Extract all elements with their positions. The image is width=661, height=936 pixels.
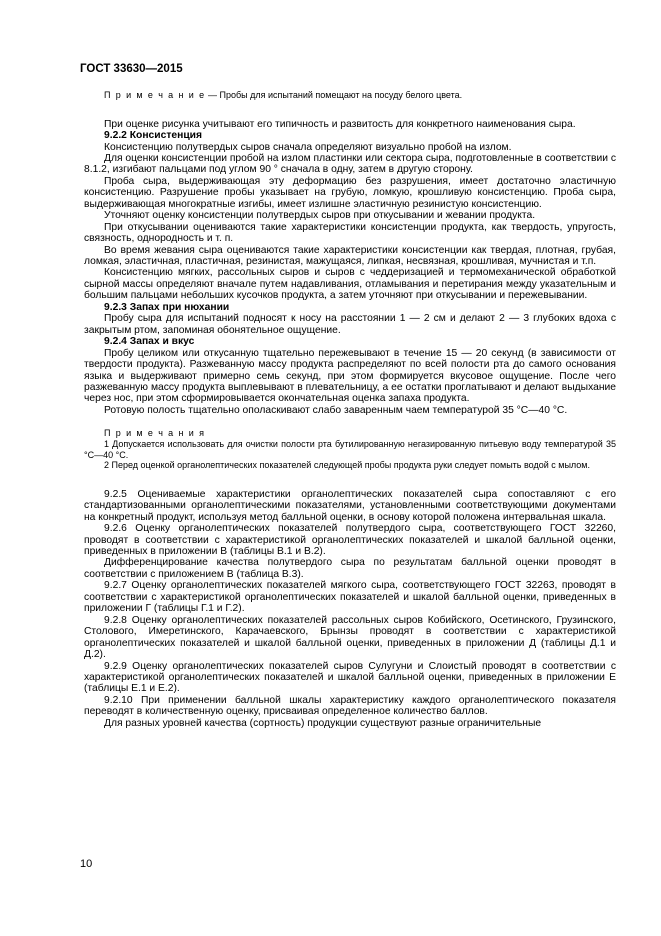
paragraph: Уточняют оценку консистенции полутвердых сыров при откусывании и жевании продукта. [104,210,536,222]
paragraph: Во время жевания сыра оцениваются такие характеристики консистенции как твердая, плотная, грубая, ломкая, эластичная, пластичная, резинистая, мажущаяся, липкая, несвязная, крошливая, мучнистая и т.п. [84,244,616,268]
paragraph: Для оценки консистенции пробой на излом пластинки или сектора сыра, подготовленные в соответствии с 8.1.2, изгибают пальцами под углом 90 ° сначала в одну, затем в другую сторону. [84,152,616,176]
notes-title: П р и м е ч а н и я [104,428,206,439]
note-top-label: П р и м е ч а н и е [104,90,206,100]
note-top [84,90,616,101]
note-item-2: 2 Перед оценкой органолептических показателей следующей пробы продукта руки следует помыть водой с мылом. [104,460,590,471]
paragraph: 9.2.6 Оценку органолептических показателей полутвердого сыра, соответствующего ГОСТ 32260, проводят в соответствии с характеристикой органолептических показателей и шкалой балльной оценки, приведенных в приложении В (таблицы В.1 и В.2). [84,523,616,558]
paragraph: Проба сыра, выдерживающая эту деформацию без разрушения, имеет достаточно эластичную консистенцию. Разрушение пробы указывает на грубую, ломкую, крошливую консистенцию. Проба сыра, выдерживающая многократные изгибы, имеет излишне эластичную резинистую консистенцию. [84,175,616,210]
page-number: 10 [80,858,93,870]
paragraph: 9.2.8 Оценку органолептических показателей рассольных сыров Кобийского, Осетинского, Грузинского, Столового, Имеретинского, Карачаевского, Брынзы проводят в соответствии с характеристикой органолептических показателей и шкалой балльной оценки, приведенных в приложении Д (таблицы Д.1 и Д.2). [84,614,616,661]
page-header: ГОСТ 33630—2015 [80,63,183,75]
section-heading-9-2-4: 9.2.4 Запах и вкус [104,336,195,348]
paragraph: 9.2.7 Оценку органолептических показателей мягкого сыра, соответствующего ГОСТ 32263, проводят в соответствии с характеристикой органолептических показателей и шкалой балльной оценки, приведенных в приложении Г (таблицы Г.1 и Г.2). [84,580,616,615]
paragraph: Консистенцию мягких, рассольных сыров и сыров с чеддеризацией и термомеханической обработкой сырной массы определяют вначале путем надавливания, отламывания и перетирания между указательным и большим пальцами небольших кусочков продукта, а затем уточняют при откусывании и пережевывании. [84,267,616,302]
paragraph: Пробу сыра для испытаний подносят к носу на расстоянии 1 — 2 см и делают 2 — 3 глубоких вдоха с закрытым ртом, запоминая обонятельное ощущение. [84,313,616,336]
section-heading-9-2-2: 9.2.2 Консистенция [104,130,202,142]
paragraph: 9.2.9 Оценку органолептических показателей сыров Сулугуни и Слоистый проводят в соответствии с характеристикой органолептических показателей и шкалой балльной оценки, приведенных в приложении Е (таблицы Е.1 и Е.2). [84,660,616,695]
note-item-1: 1 Допускается использовать для очистки полости рта бутилированную негазированную питьевую воду температурой 35 °С—40 °С. [84,438,616,460]
paragraph: Пробу целиком или откусанную тщательно пережевывают в течение 15 — 20 секунд (в зависимости от твердости продукта). Разжеванную массу продукта распределяют по всей полости рта до самого основания языка и выдерживают примерно семь секунд, при этом формируется вкусовое ощущение. После чего разжеванную массу продукта выплевывают в плевательницу, а ее остатки проглатывают и делают выдыхание через нос, при этом сформировывается окончательная оценка запаха продукта. [84,347,616,405]
section-heading-9-2-3: 9.2.3 Запах при нюхании [104,301,230,313]
paragraph: Для разных уровней качества (сортность) продукции существуют разные ограничительные [104,717,542,729]
paragraph: Дифференцирование качества полутвердого сыра по результатам балльной оценки проводят в соответствии с приложением В (таблица В.3). [84,557,616,580]
paragraph: 9.2.5 Оцениваемые характеристики органолептических показателей сыра сопоставляют с его стандартизованными органолептическими показателями, установленными соответствующими документами на конкретный продукт, используя метод балльной оценки, в основу которой положена интервальная шкала. [84,488,616,523]
paragraph: При откусывании оцениваются такие характеристики консистенции продукта, как твердость, упругость, связность, однородность и т. п. [84,221,616,245]
paragraph: Ротовую полость тщательно ополаскивают слабо заваренным чаем температурой 35 °С—40 °С. [104,404,568,416]
paragraph: При оценке рисунка учитывают его типичность и развитость для конкретного наименования сыра. [104,118,576,130]
paragraph: Консистенцию полутвердых сыров сначала определяют визуально пробой на излом. [104,141,512,153]
note-top-text: — Пробы для испытаний помещают на посуду белого цвета. [205,90,463,100]
page-content [84,90,616,729]
paragraph: 9.2.10 При применении балльной шкалы характеристику каждого органолептического показателя переводят в количественную оценку, присваивая определенное количество баллов. [84,694,616,718]
